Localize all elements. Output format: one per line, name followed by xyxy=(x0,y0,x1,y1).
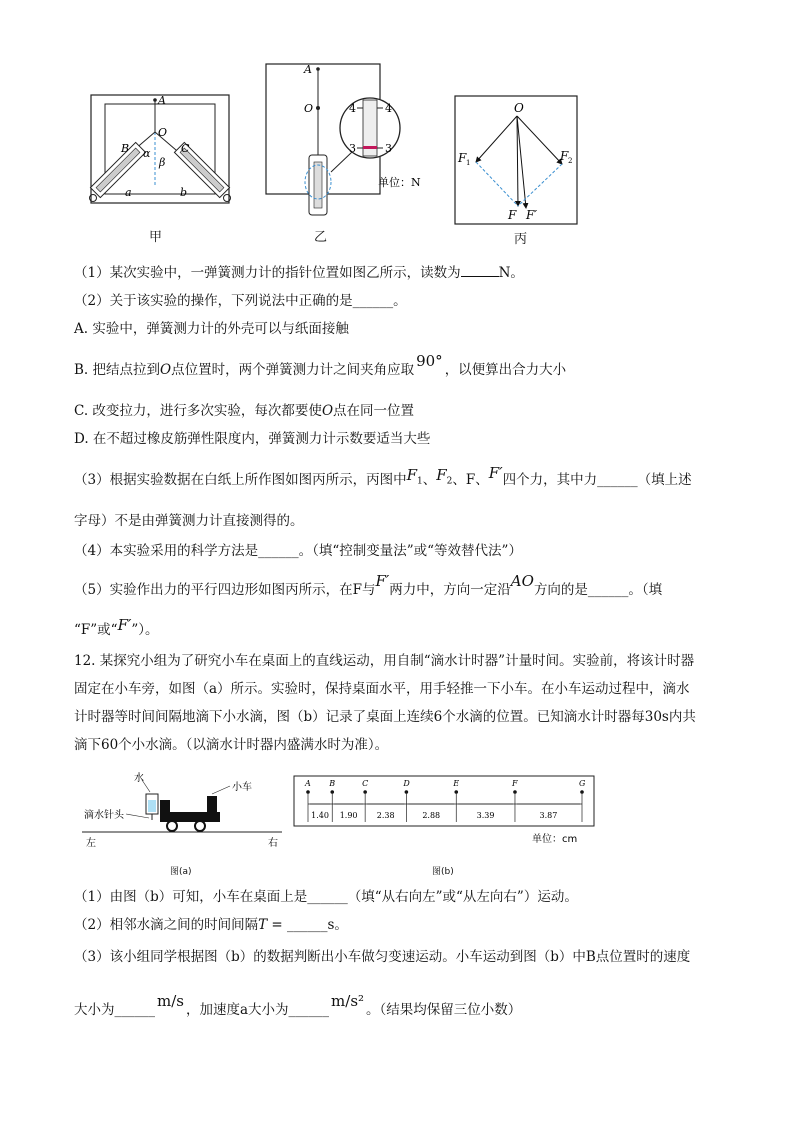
yi-unit: 单位：N xyxy=(378,176,421,189)
yi-scale-3-right: 3 xyxy=(385,142,392,155)
figure-yi-drawing xyxy=(262,60,421,225)
q11-part3-line1: （3）根据实验数据在白纸上所作图如图丙所示，丙图中$F_1$、$F_2$、F、F′四个力，其中力______（填上述 xyxy=(74,464,692,488)
figure-yi xyxy=(262,60,421,245)
figure-jia xyxy=(85,90,235,245)
drop-label-B: B xyxy=(329,779,336,788)
q11-part2: （2）关于该实验的操作，下列说法中正确的是______。 xyxy=(74,293,407,309)
q11-part5-line2: “F”或“F′”）。 xyxy=(74,616,159,638)
drop-label-D: D xyxy=(403,779,410,788)
yi-label-O: O xyxy=(304,102,314,115)
q11-option-d: D. 在不超过橡皮筋弹性限度内，弹簧测力计示数要适当大些 xyxy=(74,431,431,447)
gap-value-5: 3.39 xyxy=(476,811,495,820)
q12-part2: （2）相邻水滴之间的时间间隔T = ______s。 xyxy=(74,917,348,933)
jia-label-a: a xyxy=(125,186,132,199)
drop-label-E: E xyxy=(453,779,460,788)
jia-label-B: B xyxy=(121,142,130,155)
q11-part5-line1: （5）实验作出力的平行四边形如图丙所示，在F与F′两力中，方向一定沿AO方向的是______。（填 xyxy=(74,572,663,598)
yi-scale-4-right: 4 xyxy=(385,102,392,115)
q12-stem-line2: 固定在小车旁，如图（a）所示。实验时，保持桌面水平，用手轻推一下小车。在小车运动过程中，滴水 xyxy=(74,681,690,697)
q12-stem-line4: 滴下60个小水滴。（以滴水计时器内盛满水时为准）。 xyxy=(74,737,389,753)
jia-label-alpha: α xyxy=(143,147,151,160)
figure-b-caption: 图(b) xyxy=(432,867,454,877)
q11-option-b: B. 把结点拉到O点位置时，两个弹簧测力计之间夹角应取 90° ，以便算出合力大小 xyxy=(74,352,567,378)
figure-a-car-label: 小车 xyxy=(232,782,252,793)
q11-part1: （1）某次实验中，一弹簧测力计的指针位置如图乙所示，读数为 N。 xyxy=(74,262,524,282)
figure-jia-drawing xyxy=(85,90,235,220)
gap-value-2: 1.90 xyxy=(339,811,358,820)
bing-label-F2: F xyxy=(560,149,569,163)
q11-option-b-angle: 90° xyxy=(416,352,443,370)
figure-a-drawing xyxy=(82,772,282,852)
bing-label-F2-sub: 2 xyxy=(568,157,573,165)
jia-label-beta: β xyxy=(159,156,166,169)
jia-label-b: b xyxy=(180,186,188,199)
q11-part3-line2: 字母）不是由弹簧测力计直接测得的。 xyxy=(74,513,304,529)
jia-label-A: A xyxy=(158,94,166,107)
figure-bing xyxy=(452,94,587,247)
figure-a-caption: 图(a) xyxy=(170,867,192,877)
figure-b-drawing xyxy=(292,774,598,848)
figure-bing-caption: 丙 xyxy=(514,232,528,247)
gap-value-6: 3.87 xyxy=(539,811,558,820)
q12-part3-line1: （3）该小组同学根据图（b）的数据判断出小车做匀变速运动。小车运动到图（b）中B点位置时的速度 xyxy=(74,949,691,965)
bing-label-O: O xyxy=(514,101,524,115)
figure-a-right-label: 右 xyxy=(268,838,278,849)
yi-label-A: A xyxy=(304,63,312,76)
drop-label-F: F xyxy=(511,779,518,788)
q12-stem-line3: 计时器等时间间隔地滴下小水滴，图（b）记录了桌面上连续6个水滴的位置。已知滴水计时器每30s内共 xyxy=(74,709,696,725)
bing-label-F1-sub: 1 xyxy=(466,159,471,167)
figure-a-left-label: 左 xyxy=(86,838,96,849)
drop-label-C: C xyxy=(362,779,369,788)
q12-part1: （1）由图（b）可知，小车在桌面上是______（填“从右向左”或“从左向右”）运动。 xyxy=(74,889,578,905)
figure-a-needle-label: 滴水针头 xyxy=(84,810,124,821)
q12-stem-line1: 12. 某探究小组为了研究小车在桌面上的直线运动，用自制“滴水计时器”计量时间。实验前，将该计时器 xyxy=(74,653,695,669)
figure-bing-drawing xyxy=(452,94,587,229)
figure-a xyxy=(82,772,282,882)
q11-part4: （4）本实验采用的科学方法是______。（填“控制变量法”或“等效替代法”） xyxy=(74,543,522,559)
bing-label-F: F xyxy=(508,208,517,222)
q11-option-a: A. 实验中，弹簧测力计的外壳可以与纸面接触 xyxy=(74,321,349,337)
jia-label-C: C xyxy=(181,142,190,155)
figure-jia-caption: 甲 xyxy=(149,230,163,245)
figure-b-unit: 单位：cm xyxy=(532,834,578,845)
figure-b xyxy=(292,774,602,882)
q11-option-c: C. 改变拉力，进行多次实验，每次都要使O点在同一位置 xyxy=(74,403,415,419)
figure-a-water-label: 水 xyxy=(134,773,144,784)
gap-value-3: 2.38 xyxy=(376,811,395,820)
figure-yi-caption: 乙 xyxy=(314,230,328,245)
drop-label-A: A xyxy=(305,779,311,788)
yi-scale-3-left: 3 xyxy=(349,142,356,155)
q12-part3-line2: 大小为______ m/s ，加速度a大小为______ m/s² 。（结果均保留三位小数） xyxy=(74,992,522,1018)
q11-part1-blank xyxy=(461,262,499,277)
drop-label-G: G xyxy=(579,779,586,788)
gap-value-4: 2.88 xyxy=(422,811,441,820)
jia-label-O: O xyxy=(158,126,168,139)
bing-label-Fprime: F′ xyxy=(526,208,538,222)
bing-label-F1: F xyxy=(458,151,467,165)
yi-scale-4-left: 4 xyxy=(349,102,356,115)
gap-value-1: 1.40 xyxy=(311,811,329,820)
